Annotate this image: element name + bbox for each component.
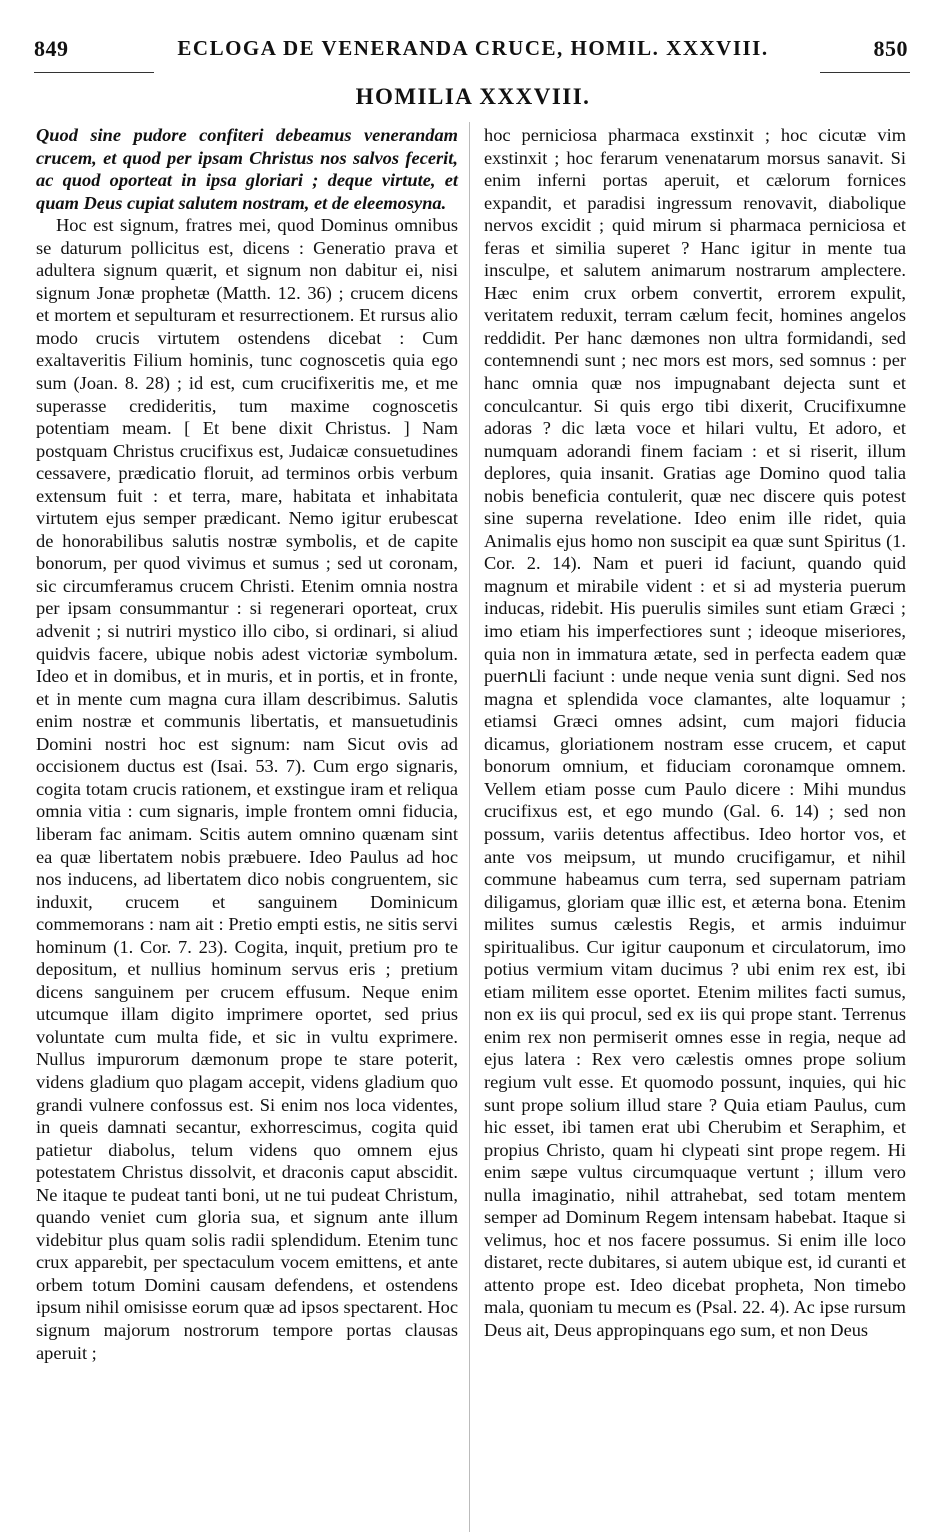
left-column-body: Hoc est signum, fratres mei, quod Dominus omnibus se daturum pollicitus est, dicens : Generatio prava et adultera signum quærit, et signum non dabitur ei, nisi signum Jonæ prophetæ (Matth. 12. 36) ; crucem dicens et mortem et sepulturam et resurrectionem. Et rursus alio modo crucis virtutem ostendens dicebat : Cum exaltaveritis Filium hominis, tunc cognoscetis quia ego sum (Joan. 8. 28) ; id est, cum crucifixeritis me, et me superasse credideritis, tum maxime cognoscetis potentiam meam. [ Et bene dixit Christus. ] Nam postquam Christus crucifixus est, Judaicæ consuetudines cessavere, prædicatio floruit, ad terminos orbis verbum extensum fuit : et terra, mare, habitata et inhabitata virtutem ejus semper prædicant. Nemo igitur erubescat de honorabilibus salutis nostræ symbolis, et de capite bonorum, per quod vivimus et sumus ; sed ut coronam, sic circumferamus crucem Christi. Etenim omnia nostra per ipsam consummantur : si regenerari oporteat, crux advenit ; si nutriri mystico illo cibo, si ordinari, si aliud quidvis facere, ubique nobis adest victoriæ symbolum. Ideo et in domibus, et in muris, et in portis, et in fronte, et in mente cum magna cura illam describimus. Salutis enim nostræ et communis libertatis, et mansuetudinis Domini nostri hoc est signum: nam Sicut ovis ad occisionem ductus est (Isai. 53. 7). Cum ergo signaris, cogita totam crucis rationem, et exstingue iram et reliqua omnia vitia : cum signaris, imple frontem omni fiducia, liberam fac animam. Scitis autem omnino quænam sint ea quæ libertatem nobis præbuere. Ideo Paulus ad hoc nos inducens, ad libertatem dico nobis congruentem, sic induxit, crucem et sanguinem Dominicum commemorans : nam ait : Pretio empti estis, ne sitis servi hominum (1. Cor. 7. 23). Cogita, inquit, pretium pro te depositum, et nullius hominum servus eris ; pretium dicens sanguinem per crucem effusum. Neque enim utcumque illam digito imprimere oportet, sed prius voluntate cum multa fide, et sic in vultu exprimere. Nullus impurorum dæmonum prope te stare poterit, videns gladium quo plagam accepit, videns gladium quo grandi vulnere confossus est. Si enim nos loca videntes, in queis damnati secantur, exhorrescimus, cogita quid patietur diabolus, telum videns quo omnem ejus potestatem Christus dissolvit, et draconis caput abscidit. Ne itaque te pudeat tanti boni, ut ne tui pudeat Christum, quando veniet cum gloria sua, et signum ante illum videbitur plus quam solis radii splendidum. Etenim tunc crux apparebit, per spectaculum vocem emittens, et ante orbem totum Domini causam defendens, et ostendens ipsum nihil omisisse eorum quæ ad ipsos spectarent. Hoc signum majorum nostrorum tempore portas clausas aperuit ; [36, 215, 458, 1363]
page-number-right: 850 [873, 36, 908, 61]
page-number-left: 849 [34, 36, 69, 61]
running-header [0, 32, 946, 68]
header-rule-right [820, 72, 910, 73]
right-column [484, 124, 906, 1342]
homily-title: HOMILIA XXXVIII. [355, 84, 591, 109]
header-rule-left [34, 72, 154, 73]
column-divider [469, 122, 470, 1532]
running-title: ECLOGA DE VENERANDA CRUCE, HOMIL. XXXVIII. [177, 36, 769, 60]
homily-argument: Quod sine pudore confiteri debeamus venerandam crucem, et quod per ipsam Christus nos salvos fecerit, ac quod oporteat in ipsa gloriari ; deque virtute, et quam Deus cupiat salutem nostram, et de eleemosyna. [36, 125, 458, 213]
left-column [36, 124, 458, 1364]
right-column-body: hoc perniciosa pharmaca exstinxit ; hoc cicutæ vim exstinxit ; hoc ferarum venenatarum morsus sanavit. Si enim inferni portas aperuit, et cælorum fornices expandit, et paradisi ingressum renovavit, diabolique nervos excidit ; quid mirum si pharmaca perniciosa et feras et similia superet ? Hanc igitur in mente tua insculpe, et salutem animarum nostrarum amplectere. Hæc enim crux orbem convertit, errorem expulit, veritatem reduxit, terram cælum fecit, homines angelos reddidit. Per hanc dæmones non ultra formidandi, sed contemnendi sunt ; nec mors est mors, sed somnus : per hanc omnia quæ nos impugnabant dejecta sunt et conculcantur. Si quis ergo tibi dixerit, Crucifixumne adoras ? dic læta voce et hilari vultu, Et adoro, et numquam adorandi finem faciam : et si riserit, illum deplores, quia insanit. Gratias age Domino quod talia nobis beneficia contulerit, quæ nec discere quis potest sine superna revelatione. Ideo enim ille ridet, quia Animalis ejus homo non suscipit ea quæ sunt Spiritus (1. Cor. 2. 14). Nam et pueri id faciunt, quando quid magnum et mirabile vident : et si ad mysteria puerum inducas, ridebit. His puerulis similes sunt etiam Græci ; imo etiam his imperfectiores sunt ; ideoque miseriores, quia non in immatura ætate, sed in perfecta eadem quæ puerուli faciunt : unde neque venia sunt digni. Sed nos magna et splendida voce clamantes, alte loquamur ; etiamsi Græci omnes adsint, cum majori fiducia dicamus, gloriationem nostram esse crucem, et caput bonorum omnium, et fiduciam coronamque omnem. Vellem etiam posse cum Paulo dicere : Mihi mundus crucifixus est, et ego mundo (Gal. 6. 14) ; sed non possum, variis detentus affectibus. Ideo hortor vos, et ante vos meipsum, ut mundo crucifigamur, et nihil commune habeamus cum terra, sed supernam patriam diligamus, gloriam quæ illic est, et æterna bona. Etenim milites sumus cælestis Regis, et armis induimur spiritualibus. Cur igitur cauponum et circulatorum, imo potius vermium vitam ducimus ? ubi enim rex est, ibi etiam militem esse oportet. Etenim milites facti sumus, non ex iis qui procul, sed ex iis qui prope stant. Terrenus enim rex non permiserit omnes esse in regia, neque ad ejus latera : Rex vero cælestis omnes prope solium regium vult esse. Et quomodo possunt, inquies, qui hic sunt prope solium illud stare ? Quia etiam Paulus, cum hic esset, ibi tamen erat ubi Cherubim et Seraphim, et propius Christo, quam hi clypeati sint prope regem. Hi enim sæpe vultus circumquaque vertunt ; illum vero nulla imaginatio, nihil attrahebat, sed totam mentem semper ad Dominum Regem intensam habebat. Itaque si velimus, hoc et nos facere possumus. Si enim ille loco distaret, recte dubitares, si autem ubique est, id curanti et attento prope est. Ideo dicebat propheta, Non timebo mala, quoniam tu mecum es (Psal. 22. 4). Ac ipse rursum Deus ait, Deus appropinquans ego sum, et non Deus [484, 125, 906, 1340]
